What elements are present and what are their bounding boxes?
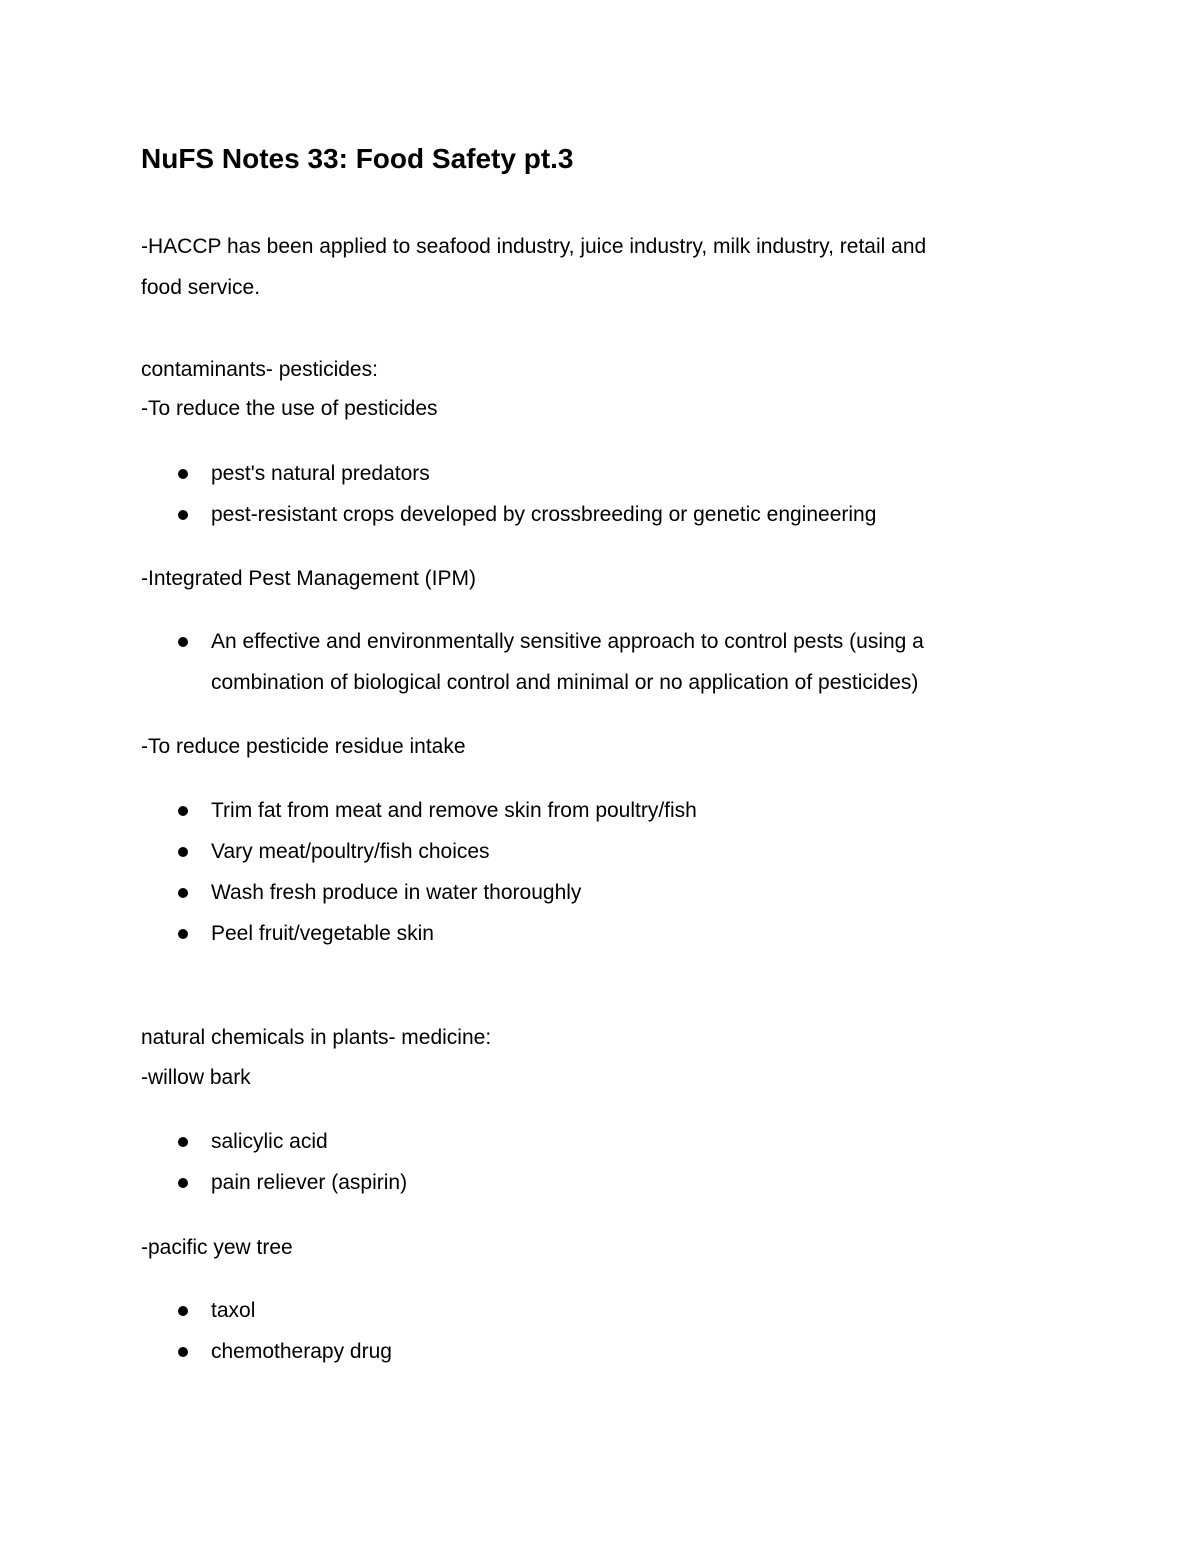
yew-heading: -pacific yew tree [141, 1236, 293, 1259]
bullet-icon [178, 469, 188, 479]
bullet-icon [178, 1347, 188, 1357]
list-item [0, 621, 924, 662]
list-item-text: chemotherapy drug [211, 1340, 392, 1363]
bullet-icon [178, 1306, 188, 1316]
list-item-text: pest-resistant crops developed by crossbreeding or genetic engineering [211, 503, 877, 526]
reduce-use-heading: -To reduce the use of pesticides [141, 397, 438, 420]
bullet-icon [178, 806, 188, 816]
list-item-text: pain reliever (aspirin) [211, 1171, 408, 1194]
list-item [0, 913, 697, 954]
haccp-line-1: -HACCP has been applied to seafood industry, juice industry, milk industry, retail and [141, 235, 927, 258]
bullet-icon [178, 1178, 188, 1188]
ipm-list [0, 621, 924, 703]
list-item-text: Vary meat/poultry/fish choices [211, 840, 490, 863]
yew-list [0, 1290, 392, 1372]
haccp-line-2: food service. [141, 276, 261, 299]
list-item-text: combination of biological control and minimal or no application of pesticides) [211, 671, 919, 694]
list-item [0, 872, 697, 913]
list-item [0, 831, 697, 872]
willow-list [0, 1121, 407, 1203]
bullet-icon [178, 888, 188, 898]
list-item [0, 1162, 407, 1203]
page-title: NuFS Notes 33: Food Safety pt.3 [141, 143, 574, 174]
contaminants-heading: contaminants- pesticides: [141, 358, 378, 381]
natural-chemicals-heading: natural chemicals in plants- medicine: [141, 1026, 492, 1049]
ipm-heading: -Integrated Pest Management (IPM) [141, 567, 476, 590]
bullet-icon [178, 847, 188, 857]
bullet-icon [178, 929, 188, 939]
list-item-text: pest's natural predators [211, 462, 430, 485]
reduce-use-list [0, 453, 876, 535]
list-item [0, 494, 876, 535]
list-item [0, 1290, 392, 1331]
list-item-text: Wash fresh produce in water thoroughly [211, 881, 582, 904]
list-item-text: taxol [211, 1299, 256, 1322]
reduce-residue-list [0, 790, 697, 954]
list-item-continuation [0, 662, 924, 703]
bullet-icon [178, 510, 188, 520]
list-item-text: Trim fat from meat and remove skin from poultry/fish [211, 799, 697, 822]
list-item [0, 1121, 407, 1162]
list-item-text: Peel fruit/vegetable skin [211, 922, 434, 945]
reduce-residue-heading: -To reduce pesticide residue intake [141, 735, 466, 758]
willow-heading: -willow bark [141, 1066, 251, 1089]
list-item [0, 1331, 392, 1372]
list-item [0, 790, 697, 831]
bullet-icon [178, 637, 188, 647]
list-item-text: salicylic acid [211, 1130, 328, 1153]
bullet-icon [178, 1137, 188, 1147]
list-item [0, 453, 876, 494]
list-item-text: An effective and environmentally sensitive approach to control pests (using a [211, 630, 924, 653]
